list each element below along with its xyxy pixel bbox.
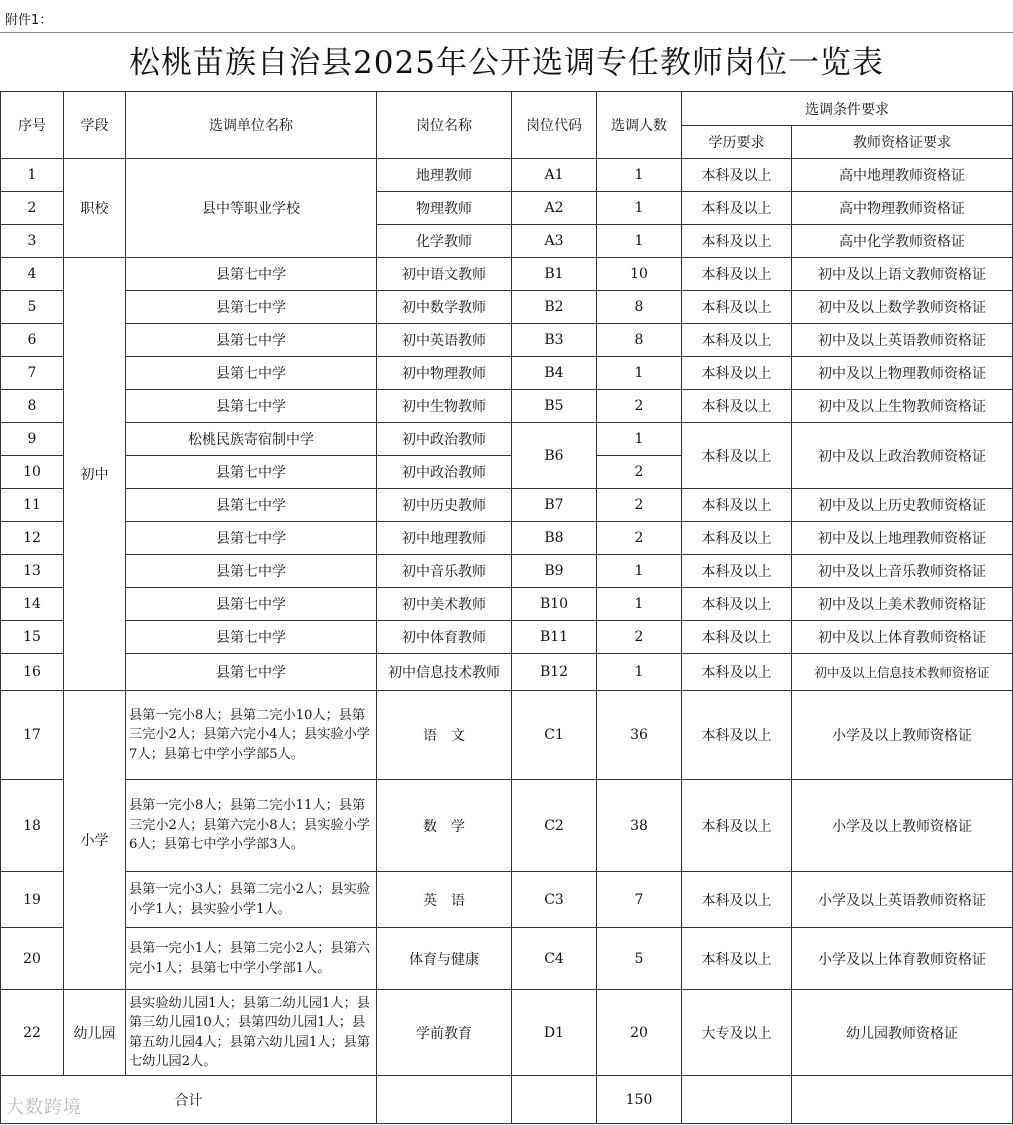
cell-seq: 19 [1,872,64,928]
cell-post: 数 学 [377,780,512,872]
cell-unit: 县中等职业学校 [126,159,377,258]
cell-code: B7 [512,489,597,522]
cell-seq: 3 [1,225,64,258]
cell-count: 1 [597,555,682,588]
cell-post: 物理教师 [377,192,512,225]
cell-post: 初中信息技术教师 [377,654,512,691]
cell-certificate: 初中及以上政治教师资格证 [792,423,1013,489]
cell-count: 1 [597,159,682,192]
cell-certificate: 小学及以上英语教师资格证 [792,872,1013,928]
cell-seq: 11 [1,489,64,522]
total-empty-education [682,1076,792,1124]
cell-seq: 10 [1,456,64,489]
cell-count: 1 [597,423,682,456]
cell-seq: 14 [1,588,64,621]
cell-certificate: 高中物理教师资格证 [792,192,1013,225]
table-row [1,324,1013,357]
header-conditions: 选调条件要求 [682,92,1013,126]
cell-seq: 1 [1,159,64,192]
cell-unit: 松桃民族寄宿制中学 [126,423,377,456]
cell-code: D1 [512,990,597,1076]
cell-code: B10 [512,588,597,621]
cell-code: A2 [512,192,597,225]
cell-seq: 8 [1,390,64,423]
cell-post: 体育与健康 [377,928,512,990]
cell-unit: 县第一完小8人；县第二完小11人；县第三完小2人；县第六完小8人；县实验小学6人；县第七中学小学部3人。 [126,780,377,872]
cell-seq: 6 [1,324,64,357]
cell-code: B5 [512,390,597,423]
cell-unit: 县第七中学 [126,390,377,423]
cell-education: 本科及以上 [682,225,792,258]
cell-certificate: 初中及以上音乐教师资格证 [792,555,1013,588]
cell-code: B6 [512,423,597,489]
cell-education: 本科及以上 [682,588,792,621]
cell-certificate: 初中及以上地理教师资格证 [792,522,1013,555]
cell-education: 本科及以上 [682,780,792,872]
table-row [1,780,1013,872]
cell-post: 化学教师 [377,225,512,258]
cell-seq: 4 [1,258,64,291]
cell-certificate: 初中及以上物理教师资格证 [792,357,1013,390]
cell-certificate: 初中及以上历史教师资格证 [792,489,1013,522]
cell-code: C2 [512,780,597,872]
cell-education: 大专及以上 [682,990,792,1076]
cell-certificate: 初中及以上美术教师资格证 [792,588,1013,621]
cell-certificate: 初中及以上数学教师资格证 [792,291,1013,324]
cell-post: 初中英语教师 [377,324,512,357]
cell-count: 38 [597,780,682,872]
page-title: 松桃苗族自治县2025年公开选调专任教师岗位一览表 [129,45,884,81]
table-row [1,357,1013,390]
table-row [1,291,1013,324]
table-row [1,258,1013,291]
cell-unit: 县实验幼儿园1人；县第二幼儿园1人；县第三幼儿园10人；县第四幼儿园1人；县第五幼儿园4人；县第六幼儿园1人；县第七幼儿园2人。 [126,990,377,1076]
cell-unit: 县第七中学 [126,522,377,555]
cell-count: 5 [597,928,682,990]
cell-seq: 9 [1,423,64,456]
header-certificate: 教师资格证要求 [792,126,1013,159]
cell-education: 本科及以上 [682,489,792,522]
cell-code: C3 [512,872,597,928]
cell-code: B9 [512,555,597,588]
cell-count: 1 [597,225,682,258]
cell-seq: 16 [1,654,64,691]
cell-code: B4 [512,357,597,390]
cell-education: 本科及以上 [682,159,792,192]
cell-unit: 县第七中学 [126,258,377,291]
cell-post: 初中物理教师 [377,357,512,390]
cell-count: 1 [597,192,682,225]
cell-stage-vocational: 职校 [64,159,126,258]
cell-post: 初中数学教师 [377,291,512,324]
cell-post: 初中政治教师 [377,456,512,489]
total-label: 合计 [1,1076,377,1124]
cell-count: 10 [597,258,682,291]
cell-education: 本科及以上 [682,691,792,780]
watermark: 大数跨境 [6,1097,82,1118]
cell-unit: 县第一完小3人；县第二完小2人；县实验小学1人；县实验小学1人。 [126,872,377,928]
cell-certificate: 高中地理教师资格证 [792,159,1013,192]
cell-certificate: 小学及以上教师资格证 [792,691,1013,780]
cell-education: 本科及以上 [682,258,792,291]
cell-seq: 20 [1,928,64,990]
cell-count: 8 [597,324,682,357]
cell-seq: 18 [1,780,64,872]
cell-education: 本科及以上 [682,522,792,555]
cell-unit: 县第七中学 [126,357,377,390]
cell-education: 本科及以上 [682,654,792,691]
cell-seq: 15 [1,621,64,654]
cell-post: 初中历史教师 [377,489,512,522]
total-count: 150 [597,1076,682,1124]
cell-code: C4 [512,928,597,990]
header-post: 岗位名称 [377,92,512,159]
cell-certificate: 初中及以上语文教师资格证 [792,258,1013,291]
positions-table [0,91,1013,1124]
cell-unit: 县第七中学 [126,588,377,621]
table-row [1,159,1013,192]
cell-seq: 5 [1,291,64,324]
cell-count: 36 [597,691,682,780]
cell-count: 1 [597,357,682,390]
table-row [1,990,1013,1076]
header-stage: 学段 [64,92,126,159]
header-seq: 序号 [1,92,64,159]
cell-code: B1 [512,258,597,291]
cell-unit: 县第七中学 [126,621,377,654]
cell-post: 初中语文教师 [377,258,512,291]
total-empty-post [377,1076,512,1124]
cell-post: 初中生物教师 [377,390,512,423]
cell-education: 本科及以上 [682,621,792,654]
cell-certificate: 小学及以上体育教师资格证 [792,928,1013,990]
cell-unit: 县第一完小1人；县第二完小2人；县第六完小1人；县第七中学小学部1人。 [126,928,377,990]
cell-unit: 县第七中学 [126,456,377,489]
cell-code: A3 [512,225,597,258]
table-row [1,928,1013,990]
cell-education: 本科及以上 [682,357,792,390]
cell-certificate: 幼儿园教师资格证 [792,990,1013,1076]
table-row [1,555,1013,588]
cell-count: 2 [597,621,682,654]
cell-post: 初中地理教师 [377,522,512,555]
cell-code: C1 [512,691,597,780]
cell-seq: 17 [1,691,64,780]
cell-education: 本科及以上 [682,324,792,357]
cell-count: 2 [597,522,682,555]
cell-count: 2 [597,489,682,522]
cell-count: 8 [597,291,682,324]
header-count: 选调人数 [597,92,682,159]
cell-count: 7 [597,872,682,928]
cell-certificate: 初中及以上英语教师资格证 [792,324,1013,357]
table-row [1,423,1013,456]
table-row [1,621,1013,654]
cell-code: B11 [512,621,597,654]
cell-post: 初中美术教师 [377,588,512,621]
cell-code: B3 [512,324,597,357]
cell-education: 本科及以上 [682,928,792,990]
cell-count: 1 [597,588,682,621]
cell-education: 本科及以上 [682,555,792,588]
cell-seq: 2 [1,192,64,225]
cell-seq: 12 [1,522,64,555]
cell-seq: 7 [1,357,64,390]
cell-code: B8 [512,522,597,555]
cell-count: 2 [597,456,682,489]
cell-code: A1 [512,159,597,192]
cell-unit: 县第一完小8人；县第二完小10人；县第三完小2人；县第六完小4人；县实验小学7人；县第七中学小学部5人。 [126,691,377,780]
cell-post: 学前教育 [377,990,512,1076]
table-row [1,489,1013,522]
cell-unit: 县第七中学 [126,654,377,691]
table-row [1,872,1013,928]
table-row [1,691,1013,780]
cell-code: B2 [512,291,597,324]
cell-stage-junior: 初中 [64,258,126,691]
cell-post: 地理教师 [377,159,512,192]
cell-unit: 县第七中学 [126,291,377,324]
cell-certificate: 初中及以上信息技术教师资格证 [792,654,1013,691]
cell-post: 初中政治教师 [377,423,512,456]
cell-unit: 县第七中学 [126,555,377,588]
header-education: 学历要求 [682,126,792,159]
cell-post: 初中体育教师 [377,621,512,654]
cell-education: 本科及以上 [682,423,792,489]
cell-education: 本科及以上 [682,192,792,225]
cell-post: 初中音乐教师 [377,555,512,588]
cell-certificate: 初中及以上生物教师资格证 [792,390,1013,423]
table-row [1,522,1013,555]
cell-education: 本科及以上 [682,291,792,324]
cell-unit: 县第七中学 [126,489,377,522]
cell-education: 本科及以上 [682,872,792,928]
cell-count: 1 [597,654,682,691]
header-unit: 选调单位名称 [126,92,377,159]
total-row [1,1076,1013,1124]
cell-stage-primary: 小学 [64,691,126,990]
cell-seq: 13 [1,555,64,588]
cell-certificate: 初中及以上体育教师资格证 [792,621,1013,654]
total-empty-certificate [792,1076,1013,1124]
cell-code: B12 [512,654,597,691]
cell-stage-kindergarten: 幼儿园 [64,990,126,1076]
cell-certificate: 高中化学教师资格证 [792,225,1013,258]
cell-seq: 22 [1,990,64,1076]
cell-count: 20 [597,990,682,1076]
cell-unit: 县第七中学 [126,324,377,357]
cell-certificate: 小学及以上教师资格证 [792,780,1013,872]
header-code: 岗位代码 [512,92,597,159]
table-row [1,390,1013,423]
table-row [1,654,1013,691]
attachment-label: 附件1： [5,13,53,28]
cell-post: 英 语 [377,872,512,928]
cell-education: 本科及以上 [682,390,792,423]
cell-post: 语 文 [377,691,512,780]
total-empty-code [512,1076,597,1124]
table-row [1,588,1013,621]
cell-count: 2 [597,390,682,423]
